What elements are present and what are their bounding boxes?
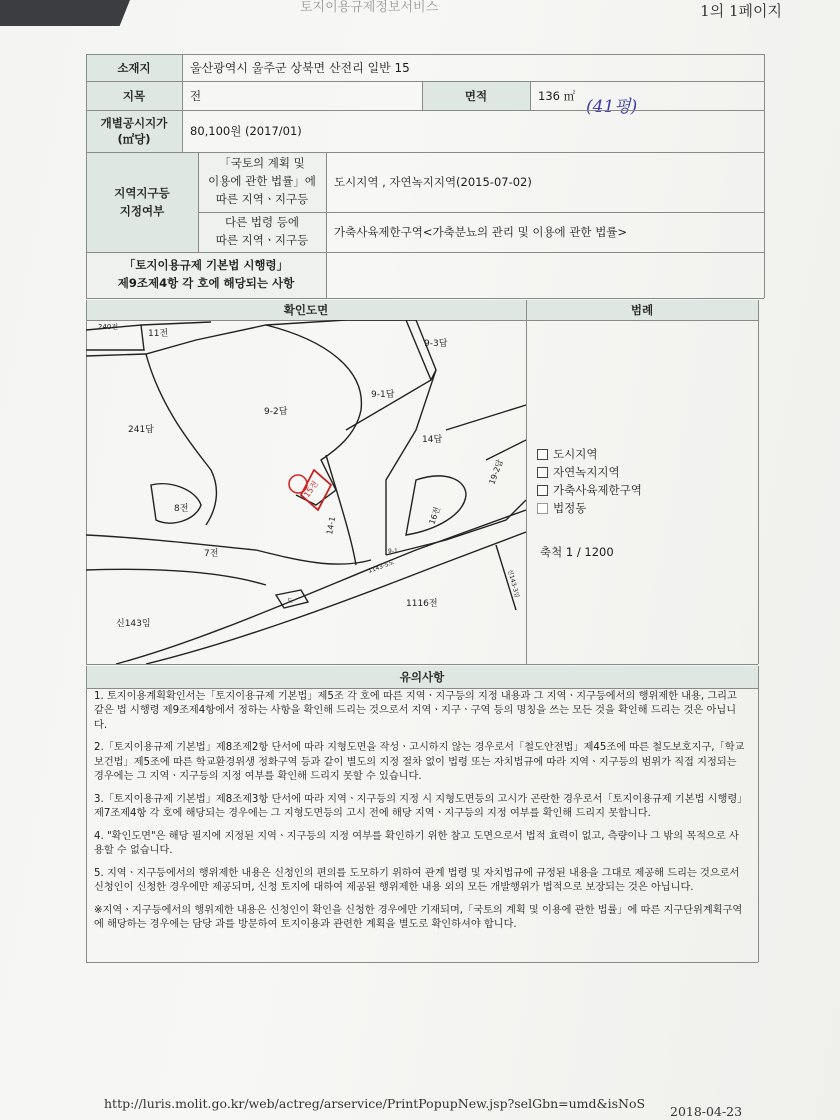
rule xyxy=(764,54,765,298)
subject-stamp-mark xyxy=(289,475,307,493)
map-label-9-1-small: 9-1 xyxy=(388,548,398,555)
map-scale: 축척 1 / 1200 xyxy=(540,545,614,559)
national-law-line1: 「국토의 계획 및 xyxy=(219,156,305,171)
page-indicator: 1의 1페이지 xyxy=(700,2,782,20)
faint-title: 토지이용규제정보서비스 xyxy=(300,0,439,15)
footer-date: 2018-04-23 xyxy=(670,1104,743,1119)
rule xyxy=(86,664,758,665)
location-value: 울산광역시 울주군 상북면 산전리 일반 15 xyxy=(190,61,410,75)
rule xyxy=(86,688,758,689)
map-label-8: 8전 xyxy=(174,504,189,514)
map-title: 확인도면 xyxy=(86,300,526,320)
zone-label-line2: 지정여부 xyxy=(119,204,165,218)
checkbox-icon xyxy=(537,503,548,514)
legend-title: 범례 xyxy=(526,300,758,320)
rule xyxy=(198,212,764,213)
area-value: 136 ㎡ xyxy=(538,88,576,103)
rule xyxy=(758,300,759,664)
checkbox-icon xyxy=(537,467,548,478)
note-item: 2.「토지이용규제 기본법」제8조제2항 단서에 따라 지형도면을 작성ㆍ고시하지 않는 경우로서「철도안전법」제45조에 따른 철도보호지구,「학교보건법」제5조에 따른 학교환경위생 정화구역 등과 같이 별도의 지정 절차 없이 법령 또는 자치법규에 따라 지역ㆍ지구등의 범위가 직접 지정되는 경우에는 그 지역ㆍ지구등의 지정 여부를 확인해 드리지 못할 수 있습니다. xyxy=(94,742,745,783)
note-item: 5. 지역ㆍ지구등에서의 행위제한 내용은 신청인의 편의를 도모하기 위하여 관계 법령 및 자치법규에 규정된 내용을 그대로 제공해 드리는 것으로서 신청인이 신청한 경우에만 제공되며, 신청 토지에 대하여 제공된 행위제한 내용 외의 모든 개발행위가 법적으로 보장되는 것은 아닙니다. xyxy=(94,867,740,894)
cadastral-map xyxy=(86,320,526,664)
legend-label: 자연녹지지역 xyxy=(553,465,620,479)
map-label-240: 240전 xyxy=(98,323,119,331)
rule xyxy=(86,298,764,299)
other-law-line1: 다른 법령 등에 xyxy=(225,215,299,230)
price-value: 80,100원 (2017/01) xyxy=(190,124,302,138)
background-corner xyxy=(0,0,130,26)
note-item: 1. 토지이용계획확인서는「토지이용규제 기본법」제5조 각 호에 따른 지역ㆍ지구등의 지정 내용과 그 지역ㆍ지구등에서의 행위제한 내용, 그리고 같은 법 시행령 제9조제4항에서 정하는 사항을 확인해 드리는 것으로서 지역ㆍ지구ㆍ구역 등의 명칭을 쓰는 모든 것을 확인해 드리는 것은 아닙니다. xyxy=(94,691,737,731)
enforcement-label xyxy=(86,252,326,298)
national-law-line3: 따른 지역ㆍ지구등 xyxy=(215,191,309,206)
map-label-9-3: 9-3답 xyxy=(424,339,448,349)
map-label-16: 16전 xyxy=(427,505,443,526)
price-label xyxy=(86,110,182,152)
checkbox-icon xyxy=(537,449,548,460)
rule xyxy=(86,54,87,298)
map-road-edge xyxy=(116,510,526,664)
rule xyxy=(86,110,764,111)
map-label-road: 도 xyxy=(287,598,293,605)
rule xyxy=(86,252,764,253)
checkbox-icon xyxy=(537,485,548,496)
handwritten-area-note: (41평) xyxy=(586,97,638,117)
legend-label: 도시지역 xyxy=(553,447,598,461)
other-law-line2: 따른 지역ㆍ지구등 xyxy=(215,233,309,247)
category-value: 전 xyxy=(190,88,202,103)
rule xyxy=(758,666,759,962)
notes-title: 유의사항 xyxy=(86,666,758,688)
note-item: 3.「토지이용규제 기본법」제8조제3항 단서에 따라 지역ㆍ지구등의 지정 시 지형도면등의 고시가 곤란한 경우로서「토지이용규제 기본법 시행령」제7조제4항 각 호에 해당되는 경우에는 그 지형도면등의 고시 전에 해당 지역ㆍ지구등의 지정 여부를 확인해 드리지 못합니다. xyxy=(94,793,743,820)
national-law-line2: 이용에 관한 법률」에 xyxy=(208,174,316,189)
map-label-11: 11전 xyxy=(148,329,169,339)
other-law-value: 가축사육제한구역<가축분뇨의 관리 및 이용에 관한 법률> xyxy=(334,225,628,239)
legend-label: 가축사육제한구역 xyxy=(553,483,642,497)
map-label-19-2: 19-2답 xyxy=(487,458,505,486)
rule xyxy=(86,962,758,963)
map-label-15: 15전 xyxy=(302,479,320,500)
map-parcel-boundary xyxy=(446,405,526,430)
zone-label xyxy=(86,152,198,252)
map-parcel-boundary xyxy=(146,354,216,525)
area-label: 면적 xyxy=(422,81,530,110)
location-label: 소재지 xyxy=(86,54,182,81)
map-parcel-boundary xyxy=(141,322,211,325)
footer-url: http://luris.molit.go.kr/web/actreg/arservice/PrintPopupNew.jsp?selGbn=umd&isNoS xyxy=(104,1096,646,1111)
enforcement-line1: 「토지이용규제 기본법 시행령」 xyxy=(123,258,289,273)
price-label-line1: 개별공시지가 xyxy=(100,115,168,130)
legend-item-district xyxy=(537,500,586,516)
rule xyxy=(86,81,764,82)
note-item: ※지역ㆍ지구등에서의 행위제한 내용은 신청인이 확인을 신청한 경우에만 기재되며,「국토의 계획 및 이용에 관한 법률」에 따른 지구단위계획구역에 해당하는 경우에는 담당 과를 방문하여 토지이용과 관련한 계획을 별도로 확인하셔야 합니다. xyxy=(94,904,743,931)
legend-item-green xyxy=(537,464,620,480)
map-road-edge xyxy=(146,532,526,664)
map-label-241: 241답 xyxy=(128,425,154,435)
rule xyxy=(530,81,531,110)
rule xyxy=(182,54,183,152)
note-item: 4. "확인도면"은 해당 필지에 지정된 지역ㆍ지구등의 지정 여부를 확인하기 위한 참고 도면으로서 법적 효력이 없고, 측량이나 그 밖의 목적으로 사용할 수 없습니다. xyxy=(94,830,739,857)
national-law-label xyxy=(198,152,326,212)
map-parcel-boundary xyxy=(406,476,466,535)
rule xyxy=(86,666,87,962)
other-law-label xyxy=(198,212,326,252)
rule xyxy=(198,152,199,252)
map-label-143: 신143임 xyxy=(116,619,151,629)
legend-item-livestock xyxy=(537,482,642,498)
map-label-14: 14답 xyxy=(422,435,443,445)
category-label: 지목 xyxy=(86,81,182,110)
rule xyxy=(422,81,423,110)
map-label-7: 7전 xyxy=(204,549,219,559)
map-label-14-1: 14-1 xyxy=(325,515,338,536)
map-label-9-1: 9-1답 xyxy=(371,390,395,400)
map-label-road-1143: 1143-5도 xyxy=(367,559,396,575)
rule xyxy=(86,54,764,55)
map-parcel-boundary xyxy=(326,455,356,565)
enforcement-line2: 제9조제4항 각 호에 해당되는 사항 xyxy=(117,276,295,290)
map-parcel-boundary xyxy=(86,535,371,564)
enforcement-value xyxy=(326,252,764,298)
map-parcel-boundary xyxy=(86,569,266,585)
rule xyxy=(526,300,527,664)
price-label-line2: (㎡당) xyxy=(117,132,151,146)
map-label-143-3: 신143-3임 xyxy=(506,568,521,599)
rule xyxy=(326,152,327,298)
zone-label-line1: 지역지구등 xyxy=(114,185,170,200)
legend-label: 법정동 xyxy=(553,501,587,515)
notes-list xyxy=(94,690,746,941)
map-label-9-2: 9-2답 xyxy=(264,407,288,417)
map-parcel-boundary xyxy=(486,440,526,460)
map-label-1116: 1116전 xyxy=(406,599,438,609)
legend-item-urban xyxy=(537,446,597,462)
rule xyxy=(86,152,764,153)
national-law-value: 도시지역 , 자연녹지지역(2015-07-02) xyxy=(334,175,532,189)
